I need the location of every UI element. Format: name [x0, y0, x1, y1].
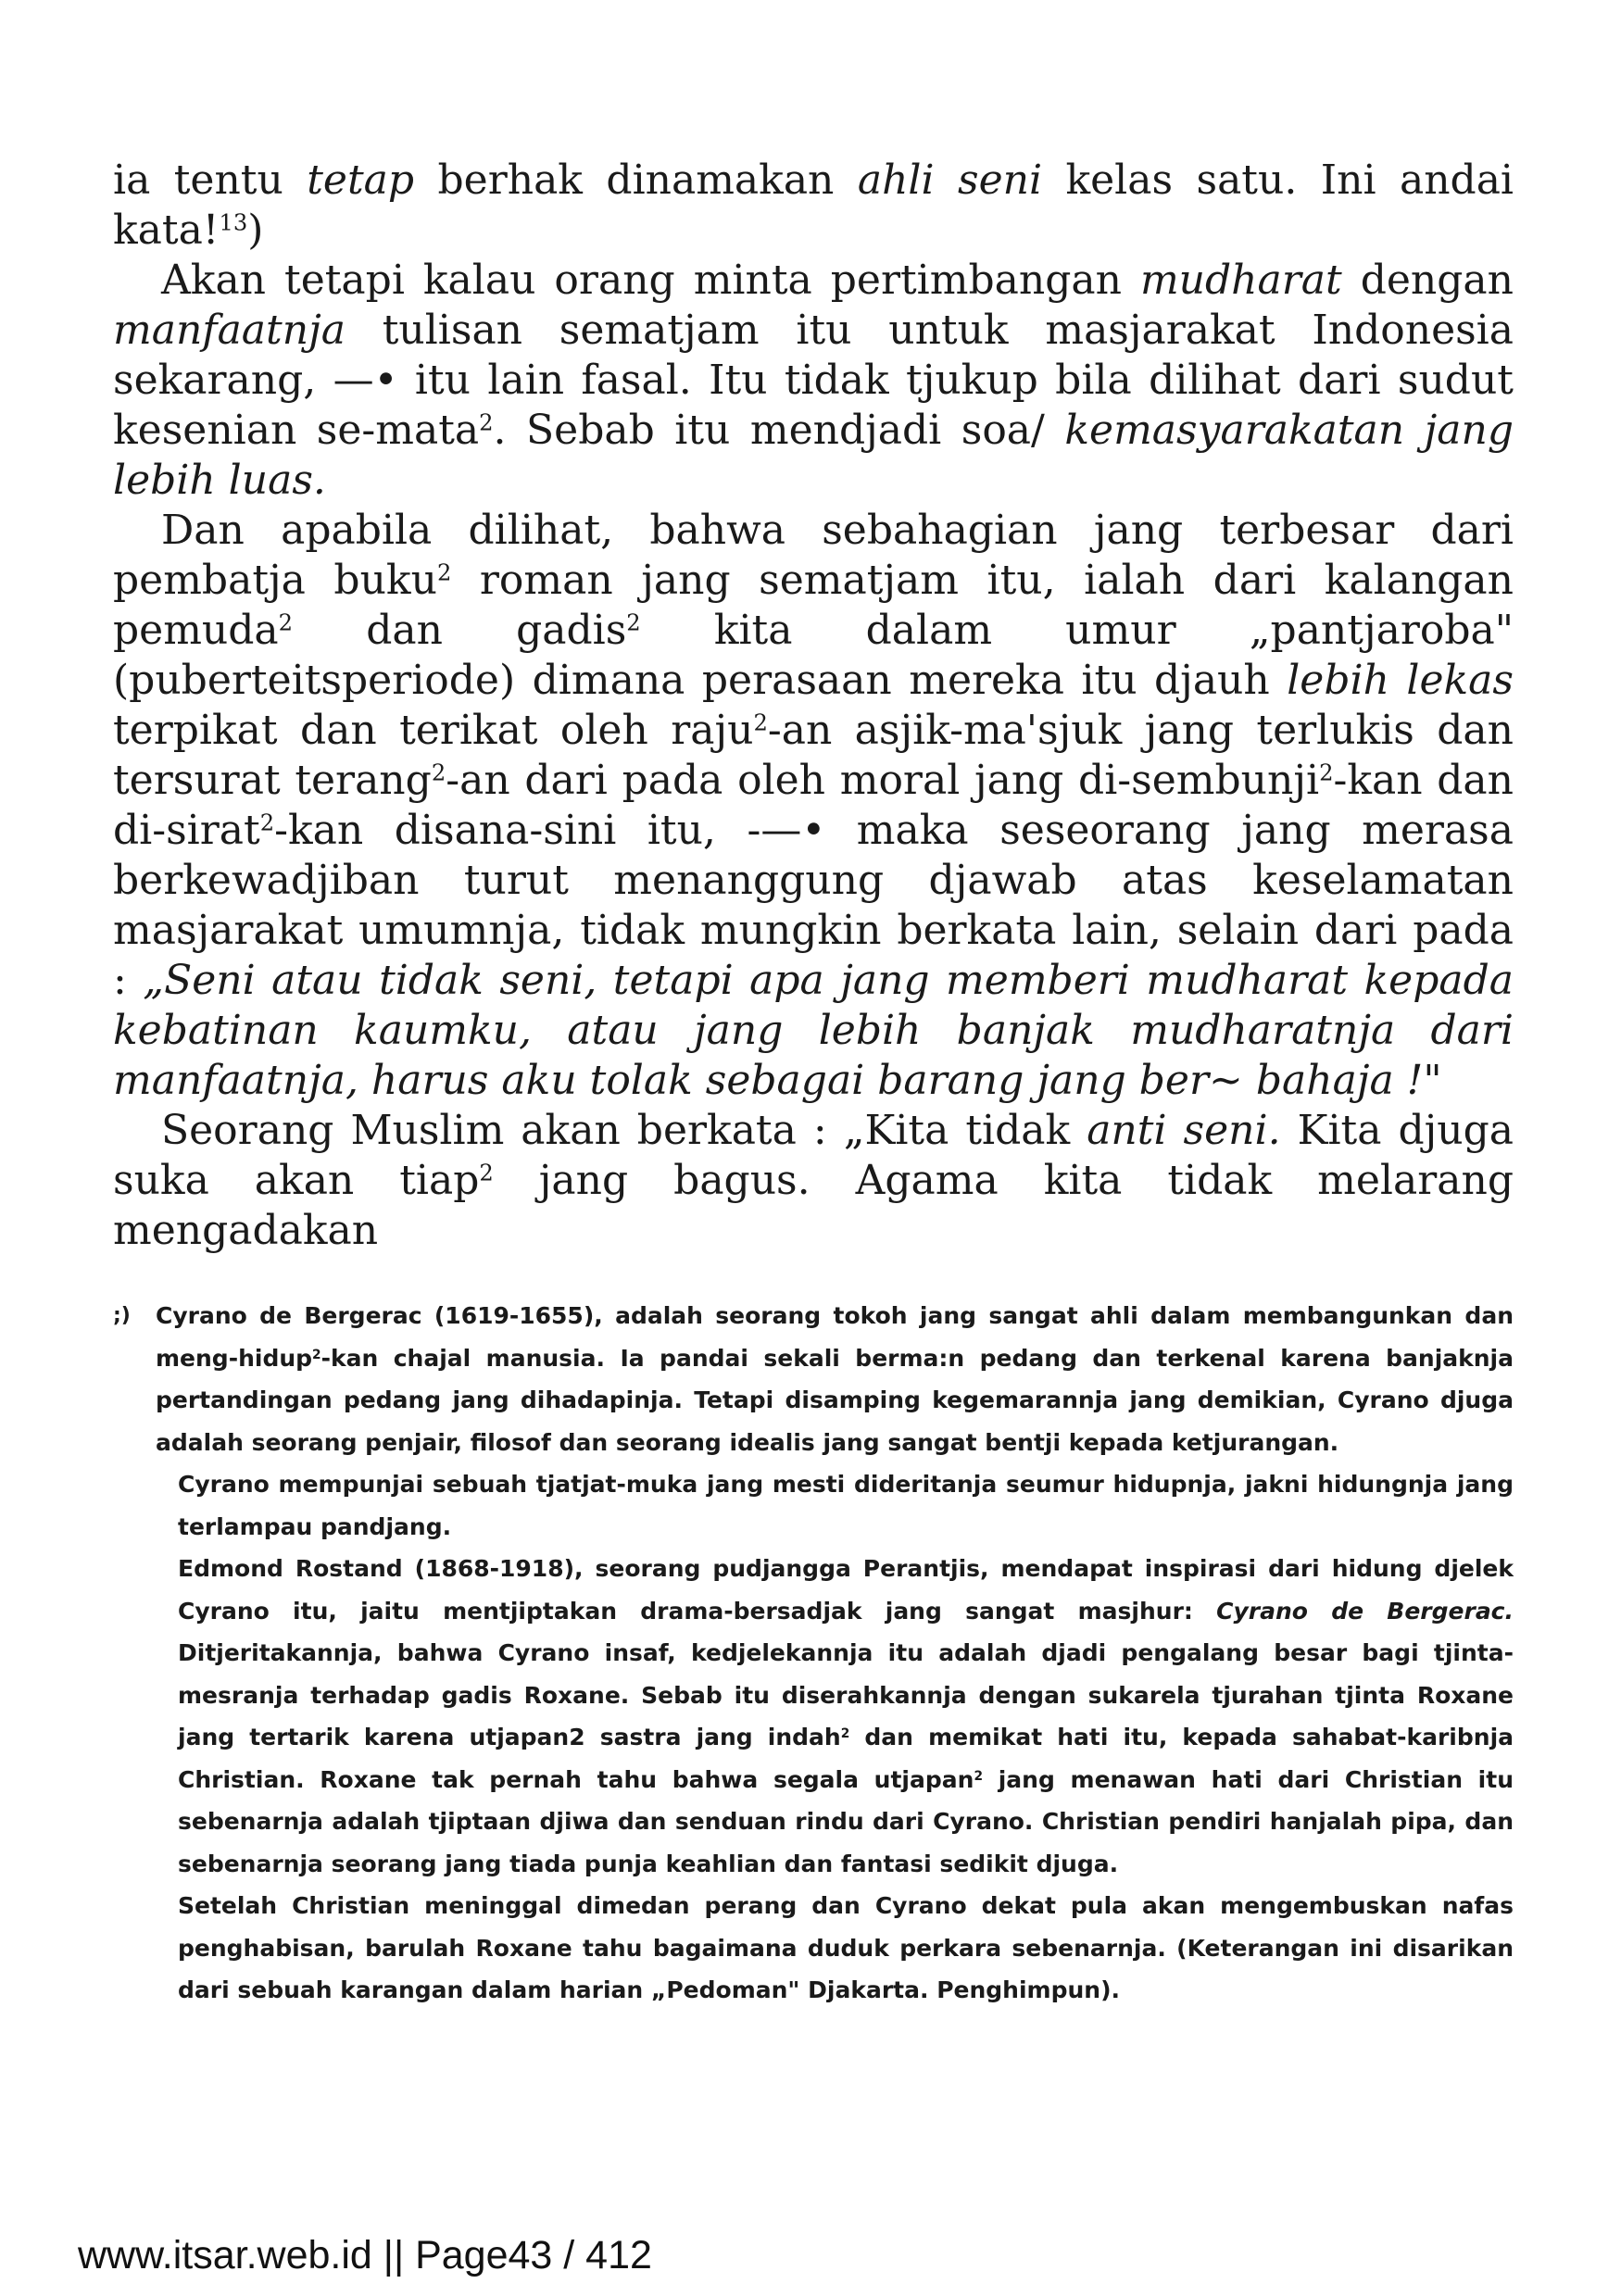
- text-run: Dan apabila dilihat, bahwa sebahagian jang terbesar dari pembatja buku: [113, 507, 1514, 604]
- text-run: -kan disana-sini itu, -—• maka seseorang jang merasa berkewadjiban turut menanggung djawab atas keselamatan masjarakat umumnja, tidak mungkin berkata lain, selain dari pada :: [113, 807, 1514, 1004]
- text-run: -kan dan di-sirat: [113, 757, 1514, 854]
- text-run: ia tentu: [113, 157, 308, 204]
- superscript: 2: [753, 709, 768, 736]
- superscript: 2: [974, 1768, 984, 1784]
- footnote-marker: ;): [113, 1304, 131, 1327]
- text-run: Kita djuga suka akan tiap: [113, 1107, 1514, 1204]
- footnote-paragraph-4: Setelah Christian meninggal dimedan perang dan Cyrano dekat pula akan mengembuskan nafas penghabisan, barulah Roxane tahu bagaimana duduk perkara sebenarnja. (Keterangan ini disarikan dari sebuah karangan dalam harian „Pedoman" Djakarta. Penghimpun).: [178, 1892, 1514, 2003]
- text-run: dengan: [1341, 257, 1514, 304]
- italic-run: manfaatnja: [113, 307, 346, 354]
- superscript: 2: [479, 1160, 494, 1186]
- text-run: -an asjik-ma'sjuk jang terlukis dan tersurat terang: [113, 707, 1514, 804]
- superscript: 2: [479, 409, 494, 436]
- paragraph-1: [113, 156, 1514, 256]
- footnotes: [113, 1295, 1514, 2012]
- superscript: 2: [1319, 759, 1334, 786]
- text-run: ): [247, 207, 264, 254]
- text-run: berhak dinamakan: [414, 157, 858, 204]
- italic-run: kemasyarakatan jang lebih luas.: [113, 407, 1514, 504]
- paragraph-4: [113, 1106, 1514, 1256]
- paragraph-3: [113, 506, 1514, 1106]
- superscript: 2: [840, 1725, 850, 1741]
- text-run: Cyrano de Bergerac (1619-1655), adalah seorang tokoh jang sangat ahli dalam membangunkan dan meng-hidup: [156, 1302, 1514, 1372]
- text-run: jang menawan hati dari Christian itu sebenarnja adalah tjiptaan djiwa dan senduan rindu dari Cyrano. Christian pendiri hanjalah pipa, dan sebenarnja seorang jang tiada punja keahlian dan fantasi sedikit djuga.: [178, 1765, 1514, 1877]
- text-run: dan memikat hati itu, kepada sahabat-karibnja Christian. Roxane tak pernah tahu bahwa segala utjapan: [178, 1724, 1514, 1793]
- text-run: terpikat dan terikat oleh raju: [113, 707, 754, 754]
- text-run: jang bagus. Agama kita tidak melarang mengadakan: [113, 1157, 1514, 1254]
- footnote-1: [113, 1295, 1514, 1463]
- italic-run: lebih lekas: [1287, 657, 1514, 704]
- italic-run: anti seni.: [1087, 1107, 1281, 1154]
- text-run: -kan chajal manusia. Ia pandai sekali berma:n pedang dan terkenal karena banjaknja pertandingan pedang jang dihadapinja. Tetapi disamping kegemarannja jang demikian, Cyrano djuga adalah seorang penjair, filosof dan seorang idealis jang sangat bentji kepada ketjurangan.: [156, 1344, 1514, 1456]
- superscript: 2: [259, 809, 275, 836]
- italic-quote: „Seni atau tidak seni, tetapi apa jang memberi mudharat kepada kebatinan kaumku, atau jang lebih banjak mudharatnja dari manfaatnja, harus aku tolak sebagai barang jang ber~ bahaja !": [113, 957, 1514, 1104]
- italic-run: ahli seni: [857, 157, 1043, 204]
- footnote-paragraph-3: [113, 1548, 1514, 1885]
- page-footer: www.itsar.web.id || Page43 / 412: [78, 2233, 652, 2277]
- text-run: Ditjeritakannja, bahwa Cyrano insaf, kedjelekannja itu adalah djadi pengalang besar bagi tjinta-mesranja terhadap gadis Roxane. Sebab itu diserahkannja dengan sukarela tjurahan tjinta Roxane jang tertarik karena utjapan2 sastra jang indah: [178, 1639, 1514, 1750]
- superscript: 2: [312, 1347, 321, 1362]
- text-run: roman jang sematjam itu, ialah dari kalangan pemuda: [113, 557, 1514, 654]
- footnote-paragraph-2: Cyrano mempunjai sebuah tjatjat-muka jang mesti dideritanja seumur hidupnja, jakni hidungnja jang terlampau pandjang.: [178, 1471, 1514, 1540]
- superscript: 2: [626, 609, 641, 636]
- italic-run: mudharat: [1139, 257, 1342, 304]
- italic-run: tetap: [307, 157, 415, 204]
- superscript: 2: [436, 559, 452, 586]
- italic-run: Cyrano de Bergerac.: [1216, 1597, 1514, 1625]
- text-run: dan gadis: [293, 607, 627, 654]
- superscript: 2: [431, 759, 446, 786]
- text-run: Akan tetapi kalau orang minta pertimbangan: [161, 257, 1140, 304]
- paragraph-2: [113, 256, 1514, 506]
- footnote-ref: 13: [219, 209, 248, 236]
- main-text: [113, 156, 1514, 1256]
- text-run: tulisan sematjam itu untuk masjarakat Indonesia sekarang, —• itu lain fasal. Itu tidak tjukup bila dilihat dari sudut kesenian se-mata: [113, 307, 1514, 454]
- text-run: kelas satu. Ini andai kata!: [113, 157, 1514, 254]
- text-run: kita dalam umur „pantjaroba" (puberteitsperiode) dimana perasaan mereka itu djauh: [113, 607, 1514, 704]
- text-run: Seorang Muslim akan berkata : „Kita tidak: [161, 1107, 1087, 1154]
- text-run: . Sebab itu mendjadi soa/: [493, 407, 1065, 454]
- superscript: 2: [278, 609, 294, 636]
- text-run: -an dari pada oleh moral jang di-sembunji: [446, 757, 1320, 804]
- text-run: Edmond Rostand (1868-1918), seorang pudjangga Perantjis, mendapat inspirasi dari hidung djelek Cyrano itu, jaitu mentjiptakan drama-bersadjak jang sangat masjhur:: [178, 1555, 1514, 1625]
